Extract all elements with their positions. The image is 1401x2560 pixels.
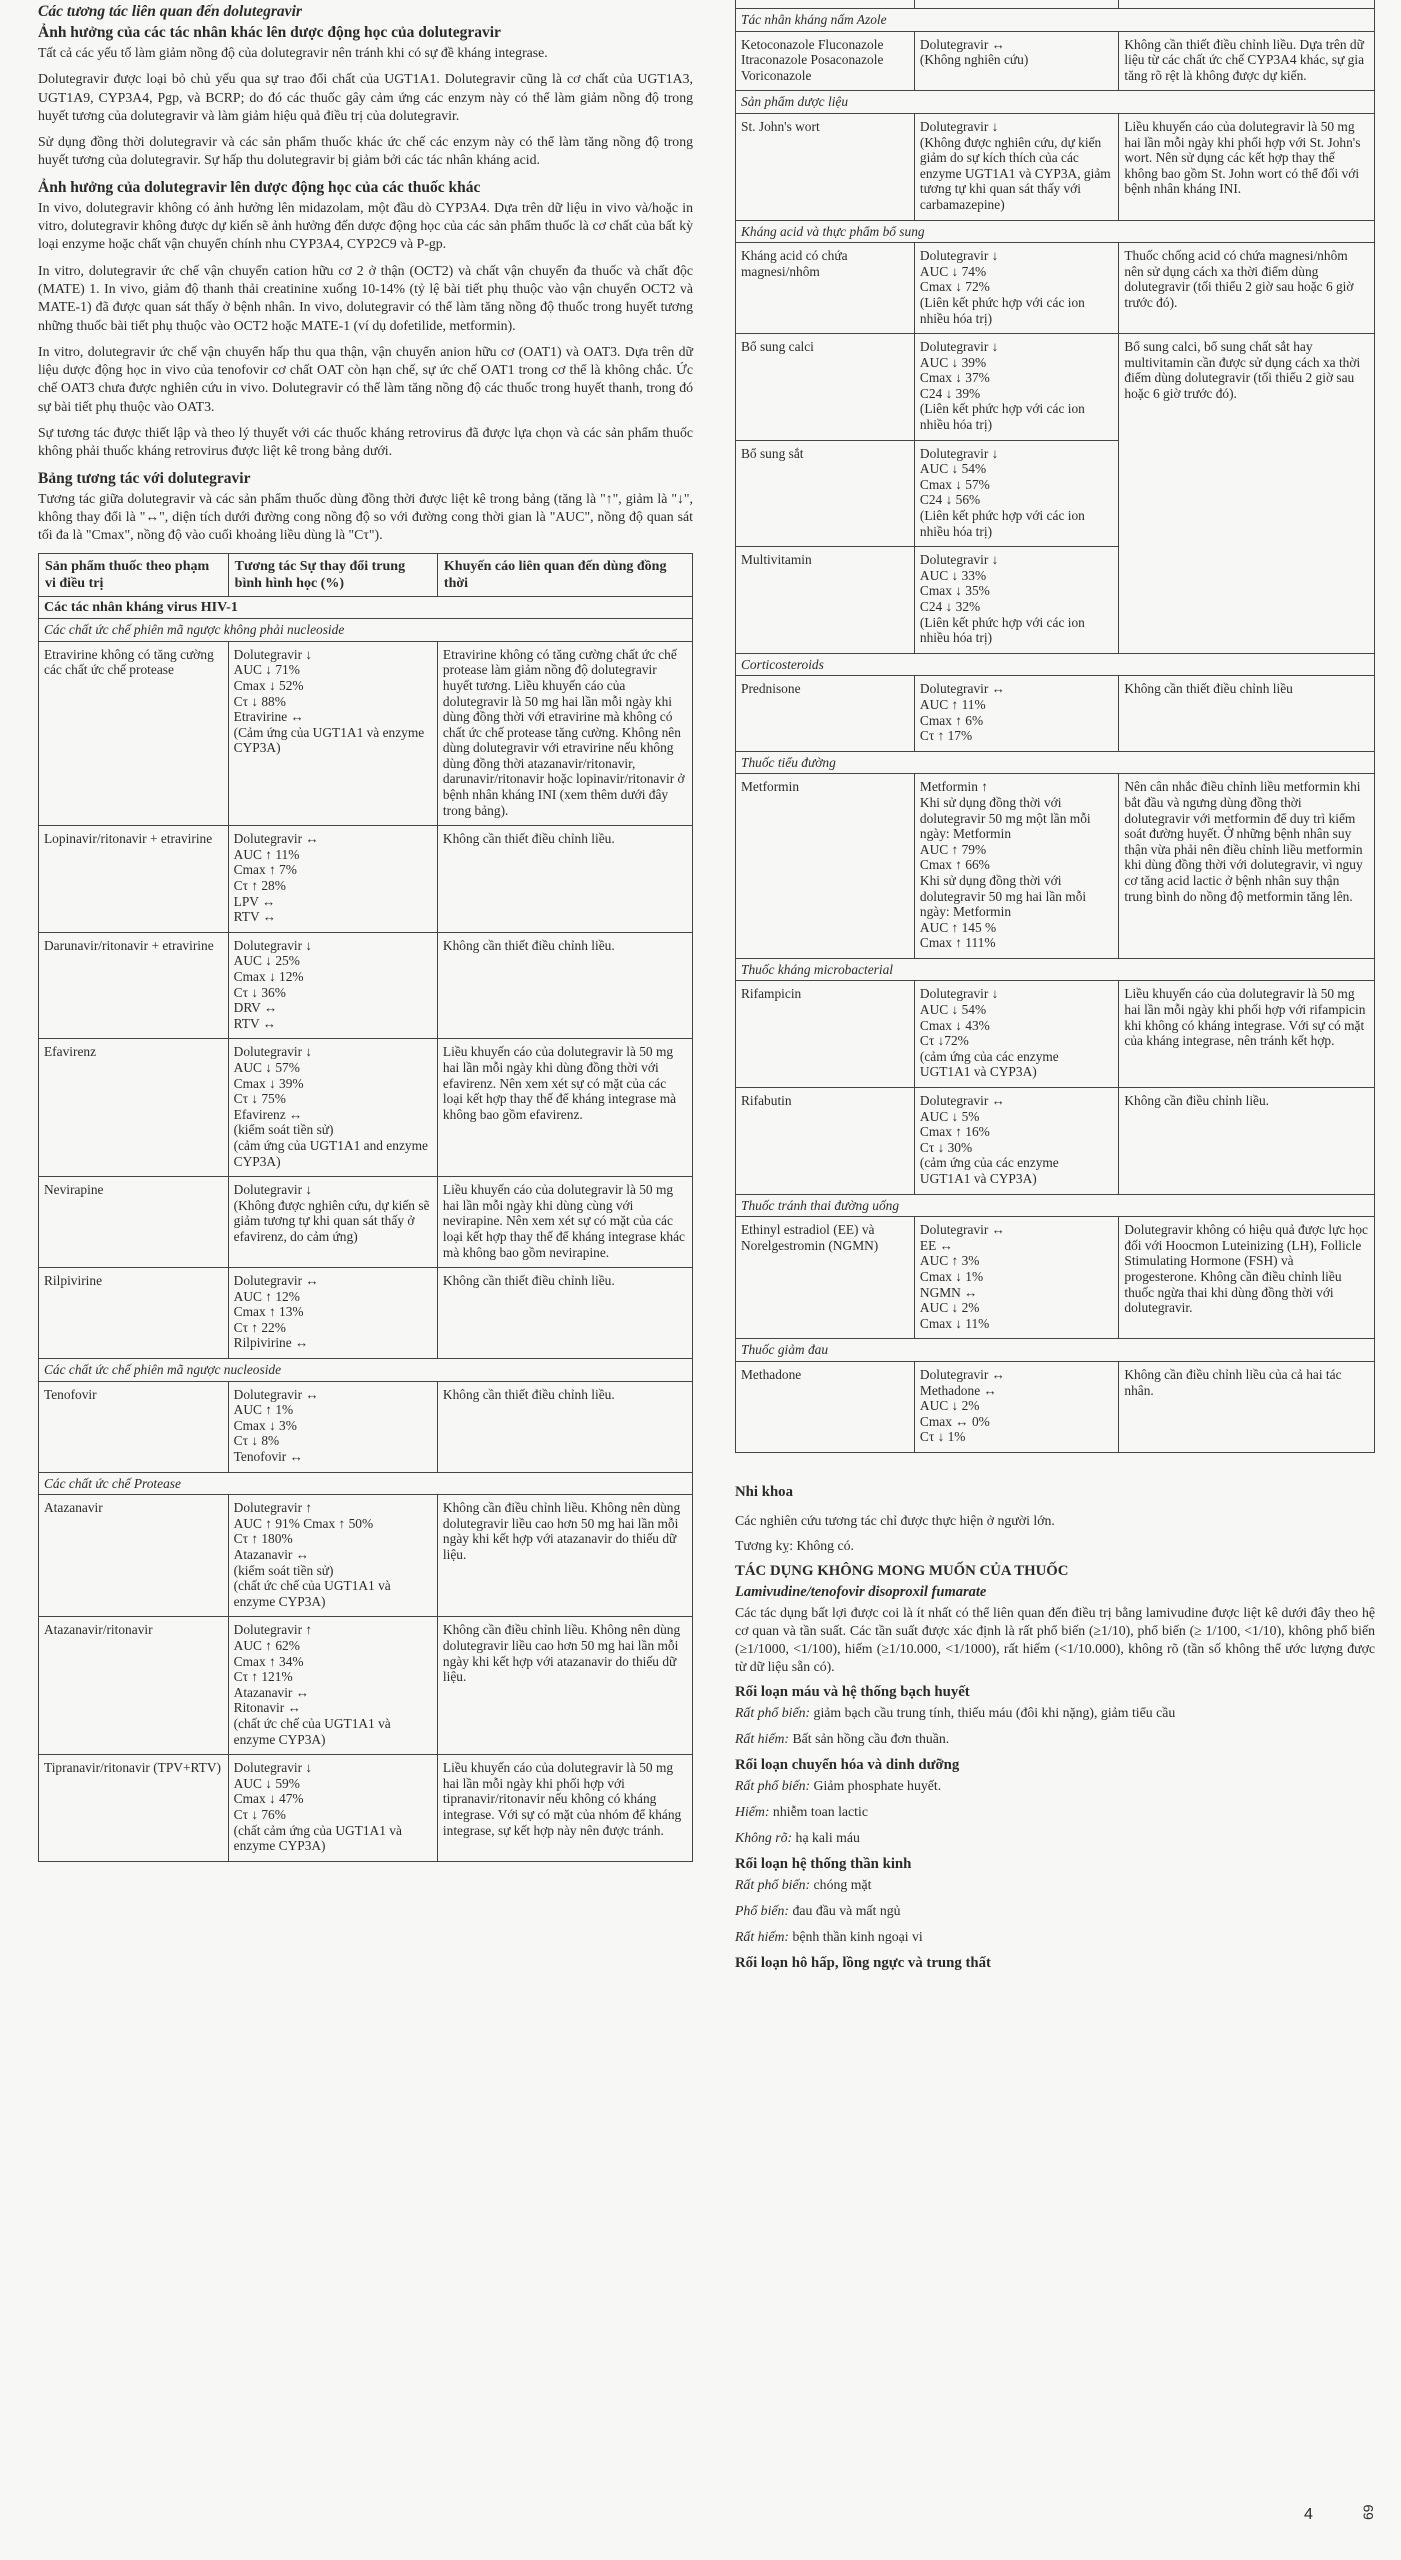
section-title: Các tương tác liên quan đến dolutegravir	[38, 3, 302, 20]
table-row	[736, 1217, 1375, 1339]
interaction-table-left	[38, 553, 693, 1862]
paragraph: In vitro, dolutegravir ức chế vận chuyển cation hữu cơ 2 ở thận (OCT2) và chất vận chuyển đa thuốc và chất độc (MATE) 1. In vivo, giảm độ thanh thải creatinine xuống 10-14% (tỷ lệ bài tiết phụ thuộc vào vận chuyển OCT2 và MATE-1) đã được quan sát thấy ở bệnh nhân. In vivo, dolutegravir có thể làm tăng nồng độ thuốc trong huyết tương những thuốc bài tiết phụ thuộc vào OCT2 hoặc MATE-1 (ví dụ dofetilide, metformin).	[38, 262, 693, 333]
table-header-row	[39, 553, 693, 596]
drug-cell: Nevirapine	[39, 1177, 229, 1268]
interaction-cell: Dolutegravir ↓ AUC ↓ 25% Cmax ↓ 12% Cτ ↓ 36% DRV ↔ RTV ↔	[228, 932, 437, 1039]
heading-metabolism: Rối loạn chuyển hóa và dinh dưỡng	[735, 1756, 960, 1773]
table-subgroup-row	[39, 1472, 693, 1495]
recommendation-cell: Liều khuyến cáo của dolutegravir là 50 mg hai lần mỗi ngày khi phối hợp với rifampicin khi không có kháng integrase. Với sự có mặt của kháng integrase, nên tránh kết hợp.	[1119, 981, 1375, 1088]
heading-pediatric: Nhi khoa	[735, 1483, 793, 1500]
table-row	[39, 1617, 693, 1755]
right-column	[735, 0, 1375, 1975]
list-item: Hiếm: nhiễm toan lactic	[735, 1803, 868, 1819]
heading-ae-drug: Lamivudine/tenofovir disoproxil fumarate	[735, 1583, 987, 1600]
interaction-cell: Dolutegravir ↔ EE ↔ AUC ↑ 3% Cmax ↓ 1% NGMN ↔ AUC ↓ 2% Cmax ↓ 11%	[914, 1217, 1118, 1339]
document-code: 69	[1360, 2504, 1376, 2520]
table-row	[39, 1495, 693, 1617]
list-item: Rất phổ biến: chóng mặt	[735, 1876, 872, 1892]
paragraph: In vivo, dolutegravir không có ảnh hưởng lên midazolam, một đầu dò CYP3A4. Dựa trên dữ liệu in vivo và/hoặc in vitro, dolutegravir không được dự kiến sẽ ảnh hưởng đến dược động học của các sản phẩm thuốc là cơ chất của bất kỳ loại enzyme hoặc chất vận chuyển chính nhu CYP3A4, CYP2C9 và P-gp.	[38, 199, 693, 252]
table-row	[39, 826, 693, 933]
heading-adverse-effects: TÁC DỤNG KHÔNG MONG MUỐN CỦA THUỐC	[735, 1562, 1069, 1579]
table-row	[736, 981, 1375, 1088]
table-group-row	[39, 596, 693, 619]
table-row	[736, 243, 1375, 334]
recommendation-cell: Liều khuyến cáo của dolutegravir là 50 mg hai lần mỗi ngày khi dùng cùng với nevirapine. Nên xem xét sự có mặt của các loại kết hợp thay thế để kháng integrase khác mà không bao gồm nevirapine.	[437, 1177, 692, 1268]
list-item: Phổ biến: đau đầu và mất ngủ	[735, 1902, 901, 1918]
drug-cell: Prednisone	[736, 676, 915, 751]
table-subgroup-row	[39, 619, 693, 642]
subgroup-label: Kháng acid và thực phẩm bổ sung	[736, 220, 1375, 243]
page-number: 4	[1304, 2506, 1313, 2523]
heading-dtg-effects: Ảnh hưởng của dolutegravir lên dược động học của các thuốc khác	[38, 178, 481, 196]
heading-blood: Rối loạn máu và hệ thống bạch huyết	[735, 1683, 970, 1700]
recommendation-cell: Nên cân nhắc điều chỉnh liều metformin khi bắt đầu và ngưng dùng đồng thời dolutegravir với metformin để duy trì kiểm soát đường huyết. Ở những bệnh nhân suy thận vừa phải nên điều chỉnh liều metformin khi dùng đồng thời với dolutegravir, vì nguy cơ tăng acid lactic ở bệnh nhân suy thận trung bình do nồng độ metformin tăng lên.	[1119, 774, 1375, 959]
interaction-cell: Dolutegravir ↓ AUC ↓ 74% Cmax ↓ 72% (Liên kết phức hợp với các ion nhiều hóa trị)	[914, 243, 1118, 334]
interaction-cell: Dolutegravir ↓ AUC ↓ 39% Cmax ↓ 37% C24 ↓ 39% (Liên kết phức hợp với các ion nhiều hóa trị)	[914, 334, 1118, 441]
left-column	[38, 0, 693, 1862]
recommendation-cell: Liều khuyến cáo của dolutegravir là 50 mg hai lần mỗi ngày khi dùng đồng thời với efavirenz. Nên xem xét sự có mặt của các loại kết hợp thay thế để kháng integrase mà không bao gồm efavirenz.	[437, 1039, 692, 1177]
drug-cell: Atazanavir/ritonavir	[39, 1617, 229, 1755]
table-body	[39, 596, 693, 1861]
table-row	[736, 774, 1375, 959]
heading-table: Bảng tương tác với dolutegravir	[38, 469, 251, 487]
table-subgroup-row	[736, 958, 1375, 981]
interaction-cell: Dolutegravir ↓ AUC ↓ 54% Cmax ↓ 57% C24 ↓ 56% (Liên kết phức hợp với các ion nhiều hóa trị)	[914, 440, 1118, 547]
subgroup-label: Các chất ức chế Protease	[39, 1472, 693, 1495]
recommendation-cell: Liều khuyến cáo của dolutegravir là 50 mg hai lần mỗi ngày khi phối hợp với St. John's wort. Nên sử dụng các kết hợp thay thế không bao gồm St. John wort có thể đối với bệnh nhân kháng INI.	[1119, 113, 1375, 220]
interaction-cell: Dolutegravir ↔ AUC ↑ 11% Cmax ↑ 7% Cτ ↑ 28% LPV ↔ RTV ↔	[228, 826, 437, 933]
table-body	[736, 9, 1375, 1453]
paragraph: Dolutegravir được loại bỏ chủ yếu qua sự trao đổi chất của UGT1A1. Dolutegravir cũng là cơ chất của UGT1A3, UGT1A9, CYP3A4, Pgp, và BCRP; do đó các thuốc gây cảm ứng các enzym này có thể làm giảm nồng độ trong huyết tương của dolutegravir và làm giảm hiệu quả điều trị của dolutegravir.	[38, 71, 693, 123]
interaction-cell: Dolutegravir ↓ (Không được nghiên cứu, dự kiến giảm do sự kích thích của các enzyme UGT1A1 và CYP3A, giảm tương tự khi quan sát thấy với carbamazepine)	[914, 113, 1118, 220]
recommendation-cell: Thuốc chống acid có chứa magnesi/nhôm nên sử dụng cách xa thời điểm dùng dolutegravir (tối thiểu 2 giờ sau hoặc 6 giờ trước đó).	[1119, 243, 1375, 334]
recommendation-cell: Không cần thiết điều chỉnh liều.	[437, 1381, 692, 1472]
table-row	[736, 1361, 1375, 1452]
table-subgroup-row	[39, 1359, 693, 1382]
drug-cell: Darunavir/ritonavir + etravirine	[39, 932, 229, 1039]
header-drug: Sản phẩm thuốc theo phạm vi điều trị	[39, 553, 229, 596]
table-row	[39, 641, 693, 826]
drug-cell: Bổ sung sắt	[736, 440, 915, 547]
paragraph: Tương tác giữa dolutegravir và các sản phẩm thuốc dùng đồng thời được liệt kê trong bảng (tăng là "↑", giảm là "↓", không thay đổi là "↔", diện tích dưới đường cong nồng độ so với đường cong thời gian là "AUC", nồng độ quan sát tối đa là "Cmax", nồng độ vào cuối khoảng liều dùng là "Cτ").	[38, 490, 693, 543]
recommendation-cell: Không cần điều chỉnh liều. Không nên dùng dolutegravir liều cao hơn 50 mg hai lần mỗi ngày khi kết hợp với atazanavir do thiếu dữ liệu.	[437, 1495, 692, 1617]
interaction-cell: Dolutegravir ↓ AUC ↓ 54% Cmax ↓ 43% Cτ ↓72% (cảm ứng của các enzyme UGT1A1 và CYP3A)	[914, 981, 1118, 1088]
drug-cell: Ketoconazole Fluconazole Itraconazole Posaconazole Voriconazole	[736, 31, 915, 91]
recommendation-cell: Không cần thiết điều chỉnh liều.	[437, 1268, 692, 1359]
list-item: Rất hiếm: Bất sản hồng cầu đơn thuần.	[735, 1730, 950, 1746]
subgroup-label: Tác nhân kháng nấm Azole	[736, 9, 1375, 32]
paragraph: Các tác dụng bất lợi được coi là ít nhất có thể liên quan đến điều trị bằng lamivudine được liệt kê dưới đây theo hệ cơ quan và tần suất. Các tần suất được xác định là rất phổ biến (≥1/10), phổ biến (≥ 1/100, <1/10), không phổ biến (≥1/1000, <1/100), hiếm (≥1/10.000, <1/1000), rất hiếm (<1/10.000), không rõ (tần số không thể ước lượng được từ dữ liệu sẵn có).	[735, 1604, 1375, 1674]
table-subgroup-row	[736, 91, 1375, 114]
subgroup-label: Thuốc giảm đau	[736, 1339, 1375, 1362]
interaction-cell: Dolutegravir ↔ (Không nghiên cứu)	[914, 31, 1118, 91]
drug-cell: Kháng acid có chứa magnesi/nhôm	[736, 243, 915, 334]
recommendation-cell: Bổ sung calci, bổ sung chất sắt hay multivitamin cần được sử dụng cách xa thời điểm dùng dolutegravir (tối thiểu 2 giờ sau hoặc 6 giờ trước đó).	[1119, 334, 1375, 654]
header-recommendation: Khuyến cáo liên quan đến dùng đồng thời	[437, 553, 692, 596]
subgroup-label: Corticosteroids	[736, 653, 1375, 676]
drug-cell: Etravirine không có tăng cường các chất ức chế protease	[39, 641, 229, 826]
list-item: Không rõ: hạ kali máu	[735, 1829, 860, 1845]
recommendation-cell: Không cần thiết điều chỉnh liều	[1119, 676, 1375, 751]
table-subgroup-row	[736, 220, 1375, 243]
table-row	[39, 1268, 693, 1359]
interaction-cell: Dolutegravir ↔ Methadone ↔ AUC ↓ 2% Cmax ↔ 0% Cτ ↓ 1%	[914, 1361, 1118, 1452]
table-row	[736, 0, 1375, 9]
drug-cell: Efavirenz	[39, 1039, 229, 1177]
table-row	[736, 31, 1375, 91]
drug-cell: Tenofovir	[39, 1381, 229, 1472]
interaction-cell: Dolutegravir ↓ (Không được nghiên cứu, dự kiến sẽ giảm tương tự khi quan sát thấy ở efavirenz, do cảm ứng)	[228, 1177, 437, 1268]
drug-cell: Bổ sung calci	[736, 334, 915, 441]
interaction-cell: Dolutegravir ↑ AUC ↑ 62% Cmax ↑ 34% Cτ ↑ 121% Atazanavir ↔ Ritonavir ↔ (chất ức chế của UGT1A1 và enzyme CYP3A)	[228, 1617, 437, 1755]
drug-cell: Metformin	[736, 774, 915, 959]
list-item: Rất hiếm: bệnh thần kinh ngoại vi	[735, 1928, 923, 1944]
interaction-cell: Dolutegravir ↓ AUC ↓ 33% Cmax ↓ 35% C24 ↓ 32% (Liên kết phức hợp với các ion nhiều hóa trị)	[914, 547, 1118, 654]
interaction-cell: Dolutegravir ↔ AUC ↑ 12% Cmax ↑ 13% Cτ ↑ 22% Rilpivirine ↔	[228, 1268, 437, 1359]
list-item: Rất phổ biến: giảm bạch cầu trung tính, thiếu máu (đôi khi nặng), giảm tiểu cầu	[735, 1704, 1176, 1720]
subgroup-label: Các chất ức chế phiên mã ngược không phải nucleoside	[39, 619, 693, 642]
drug-cell: Rilpivirine	[39, 1268, 229, 1359]
drug-cell: Rifampicin	[736, 981, 915, 1088]
recommendation-cell: Không cần thiết điều chỉnh liều.	[437, 932, 692, 1039]
recommendation-cell: Liều khuyến cáo của dolutegravir là 50 mg hai lần mỗi ngày khi phối hợp với tipranavir/ritonavir nếu không có kháng integrase. Với sự có mặt của nhóm để kháng integrase, sự kết hợp này nên được tránh.	[437, 1755, 692, 1862]
interaction-table-right	[735, 0, 1375, 1453]
heading-other-agents: Ảnh hưởng của các tác nhân khác lên dược động học của dolutegravir	[38, 24, 501, 41]
table-subgroup-row	[736, 751, 1375, 774]
recommendation-cell: Không cần điều chỉnh liều.	[1119, 1088, 1375, 1195]
interaction-cell: Metformin ↑ Khi sử dụng đồng thời với dolutegravir 50 mg một lần mỗi ngày: Metformin AUC ↑ 79% Cmax ↑ 66% Khi sử dụng đồng thời với dolutegravir 50 mg hai lần mỗi ngày: Metformin AUC ↑ 145 % Cmax ↑ 111%	[914, 774, 1118, 959]
drug-cell: Multivitamin	[736, 547, 915, 654]
drug-cell: St. John's wort	[736, 113, 915, 220]
recommendation-cell: Không cần điều chỉnh liều của cả hai tác nhân.	[1119, 1361, 1375, 1452]
subgroup-label: Các chất ức chế phiên mã ngược nucleoside	[39, 1359, 693, 1382]
table-row	[736, 334, 1375, 441]
table-subgroup-row	[736, 1194, 1375, 1217]
pediatric-section	[735, 1483, 1375, 1973]
table-row	[39, 1039, 693, 1177]
paragraph: Tất cả các yếu tố làm giảm nồng độ của dolutegravir nên tránh khi có sự đề kháng integrase.	[38, 45, 548, 60]
header-interaction: Tương tác Sự thay đổi trung bình hình học (%)	[228, 553, 437, 596]
subgroup-label: Sản phẩm dược liệu	[736, 91, 1375, 114]
paragraph: Các nghiên cứu tương tác chỉ được thực hiện ở người lớn.	[735, 1512, 1055, 1528]
paragraph	[735, 1537, 1375, 1555]
table-row	[39, 932, 693, 1039]
recommendation-cell: Không cần thiết điều chỉnh liều.	[437, 826, 692, 933]
heading-nervous: Rối loạn hệ thống thần kinh	[735, 1855, 912, 1872]
interaction-cell: Dolutegravir ↔ AUC ↑ 11% Cmax ↑ 6% Cτ ↑ 17%	[914, 676, 1118, 751]
group-label: Các tác nhân kháng virus HIV-1	[39, 596, 693, 619]
paragraph: Sử dụng đồng thời dolutegravir và các sản phẩm thuốc khác ức chế các enzym này có thể làm tăng nồng độ trong huyết tương của dolutegravir. Sự hấp thu dolutegravir bị giảm bởi các tác nhân kháng acid.	[38, 134, 693, 168]
table-subgroup-row	[736, 1339, 1375, 1362]
drug-cell: Ethinyl estradiol (EE) và Norelgestromin (NGMN)	[736, 1217, 915, 1339]
drug-cell: Tipranavir/ritonavir (TPV+RTV)	[39, 1755, 229, 1862]
interaction-cell: Dolutegravir ↑ AUC ↑ 91% Cmax ↑ 50% Cτ ↑ 180% Atazanavir ↔ (kiểm soát tiền sử) (chất ức chế của UGT1A1 và enzyme CYP3A)	[228, 1495, 437, 1617]
drug-cell: Atazanavir	[39, 1495, 229, 1617]
table-row	[736, 113, 1375, 220]
interaction-cell: Dolutegravir ↔ AUC ↑ 1% Cmax ↓ 3% Cτ ↓ 8% Tenofovir ↔	[228, 1381, 437, 1472]
interaction-cell: Dolutegravir ↓ AUC ↓ 71% Cmax ↓ 52% Cτ ↓ 88% Etravirine ↔ (Cảm ứng của UGT1A1 và enzyme CYP3A)	[228, 641, 437, 826]
paragraph: In vitro, dolutegravir ức chế vận chuyển hấp thu qua thận, vận chuyển anion hữu cơ (OAT1) và OAT3. Dựa trên dữ liệu dược động học in vivo của tenofovir cơ chất OAT còn hạn chế, sự ức chế OAT1 trong cơ thể là không chắc. Ức chế OAT3 chưa được nghiên cứu in vivo. Dolutegravir có thể làm tăng nồng độ các thuốc trong huyết thanh, trong đó sự bài tiết phụ thuộc vào OAT3.	[38, 343, 693, 414]
subgroup-label: Thuốc tiểu đường	[736, 751, 1375, 774]
table-row	[736, 676, 1375, 751]
recommendation-cell: Etravirine không có tăng cường chất ức chế protease làm giảm nồng độ dolutegravir huyết tương. Liều khuyến cáo của dolutegravir là 50 mg hai lần mỗi ngày khi dùng đồng thời với etravirine mà không có chất ức chế protease tăng cường. Không nên dùng dolutegravir với etravirine nếu không dùng đồng thời atazanavir/ritonavir, darunavir/ritonavir hoặc lopinavir/ritonavir ở bệnh nhân kháng INI (xem thêm dưới đây trong bảng).	[437, 641, 692, 826]
paragraph: Sự tương tác được thiết lập và theo lý thuyết với các thuốc kháng retrovirus đã được lựa chọn và các sản phẩm thuốc không phải thuốc kháng retrovirus được liệt kê trong bảng dưới.	[38, 425, 693, 459]
table-row	[736, 1088, 1375, 1195]
recommendation-cell: Không cần thiết điều chỉnh liều. Dựa trên dữ liệu từ các chất ức chế CYP3A4 khác, sự gia tăng rõ rệt là không được dự kiến.	[1119, 31, 1375, 91]
table-subgroup-row	[736, 9, 1375, 32]
incompatibility-text: Tương kỵ: Không có.	[735, 1537, 855, 1553]
heading-respiratory: Rối loạn hô hấp, lồng ngực và trung thất	[735, 1954, 991, 1971]
drug-cell: Lopinavir/ritonavir + etravirine	[39, 826, 229, 933]
table-row	[39, 1381, 693, 1472]
interaction-cell: Dolutegravir ↓ AUC ↓ 59% Cmax ↓ 47% Cτ ↓ 76% (chất cảm ứng của UGT1A1 và enzyme CYP3A)	[228, 1755, 437, 1862]
subgroup-label: Thuốc tránh thai đường uống	[736, 1194, 1375, 1217]
interaction-cell: Dolutegravir ↔ AUC ↓ 5% Cmax ↑ 16% Cτ ↓ 30% (cảm ứng của các enzyme UGT1A1 và CYP3A)	[914, 1088, 1118, 1195]
table-row	[39, 1755, 693, 1862]
subgroup-label: Thuốc kháng microbacterial	[736, 958, 1375, 981]
drug-cell: Rifabutin	[736, 1088, 915, 1195]
drug-cell: Methadone	[736, 1361, 915, 1452]
table-subgroup-row	[736, 653, 1375, 676]
recommendation-cell: Không cần điều chỉnh liều. Không nên dùng dolutegravir liều cao hơn 50 mg hai lần mỗi ngày khi kết hợp với atazanavir do thiếu dữ liệu.	[437, 1617, 692, 1755]
list-item: Rất phổ biến: Giảm phosphate huyết.	[735, 1777, 942, 1793]
table-row	[39, 1177, 693, 1268]
recommendation-cell: Dolutegravir không có hiệu quả được lực học đối với Hoocmon Luteinizing (LH), Follicle Stimulating Hormone (FSH) và progesterone. Không cần điều chỉnh liều thuốc ngừa thai khi dùng đồng thời với dolutegravir.	[1119, 1217, 1375, 1339]
interaction-cell: Dolutegravir ↓ AUC ↓ 57% Cmax ↓ 39% Cτ ↓ 75% Efavirenz ↔ (kiểm soát tiền sử) (cảm ứng của UGT1A1 and enzyme CYP3A)	[228, 1039, 437, 1177]
